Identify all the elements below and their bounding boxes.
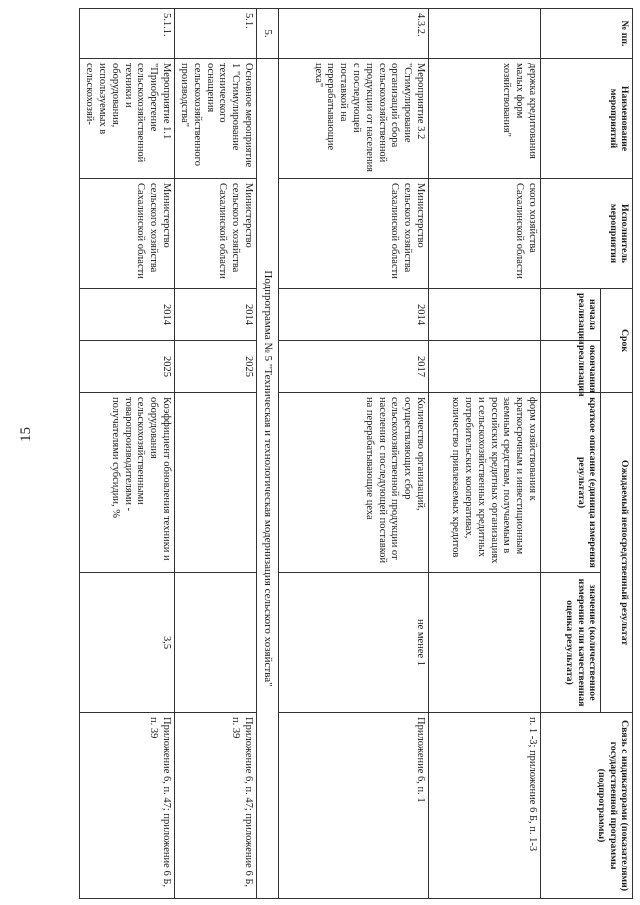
section-title: Подпрограмма № 5 "Техническая и технологическая модернизация сельского хозяйства" (257, 59, 279, 899)
cell-start (429, 289, 541, 341)
page-number: 15 (18, 427, 34, 442)
cell-name: Мероприятие 3.2 "Стимулирование организаций сбора сельскохозяйственной продукции от населения с последующей поставкой на перерабатывающие цеха" (279, 59, 429, 179)
cell-start: 2014 (279, 289, 429, 341)
header-term-start: начала реализации (541, 289, 601, 341)
cell-value (175, 573, 257, 713)
cell-end (429, 341, 541, 393)
table-row (80, 9, 175, 899)
table-row (429, 9, 541, 899)
cell-desc: Коэффициент обновления техники и оборудования сельскохозяйственными товаропроизводителями - получателями субсидии, % (80, 393, 175, 573)
cell-end: 2017 (279, 341, 429, 393)
cell-desc (175, 393, 257, 573)
header-link: Связь с индикаторами (показателями) государственной программы (подпрограммы) (541, 713, 633, 899)
cell-name: Мероприятие 1.1 "Приобретение сельскохозяйственной техники и оборудования, используемых в сельскохозяй- (80, 59, 175, 179)
cell-link: п. 1 -3; приложение 6 Б, п. 1-3 (429, 713, 541, 899)
cell-value: 3,5 (80, 573, 175, 713)
cell-end: 2025 (175, 341, 257, 393)
header-term: Срок (601, 289, 633, 393)
cell-desc: форм хозяйствования к краткосрочным и инвестиционным заемным средствам, получаемым в российских кредитных организациях и сельскохозяйственных кредитных потребительских кооперативах, количество привлекаемых кредитов (429, 393, 541, 573)
header-expected: Ожидаемый непосредственный результат (601, 393, 633, 713)
cell-value: не менее 1 (279, 573, 429, 713)
table-row (279, 9, 429, 899)
header-name: Наименование мероприятий (541, 59, 633, 179)
cell-num: 5.1. (175, 9, 257, 59)
cell-name: держка кредитования малых форм хозяйствования" (429, 59, 541, 179)
rotated-page (85, 8, 633, 898)
header-expected-desc: краткое описание (единица измерения результата) (541, 393, 601, 573)
cell-link: Приложение 6, п. 47; приложение 6 Б, п. 39 (175, 713, 257, 899)
table-row (175, 9, 257, 899)
header-executor: Исполнитель мероприятия (541, 179, 633, 289)
program-measures-table (79, 8, 633, 899)
header-expected-value: значение (количественное измерение или качественная оценка результата) (541, 573, 601, 713)
cell-link: Приложение 6, п. 1 (279, 713, 429, 899)
cell-link: Приложение 6, п. 47; приложение 6 Б, п. 39 (80, 713, 175, 899)
cell-end: 2025 (80, 341, 175, 393)
cell-executor: Министерство сельского хозяйства Сахалинской области (175, 179, 257, 289)
cell-start: 2014 (175, 289, 257, 341)
cell-name: Основное мероприятие 1 "Стимулирование технического оснащения сельскохозяйственного производства" (175, 59, 257, 179)
section-num: 5. (257, 9, 279, 59)
cell-executor: ского хозяйства Сахалинской области (429, 179, 541, 289)
cell-num: 4.3.2. (279, 9, 429, 59)
cell-executor: Министерство сельского хозяйства Сахалинской области (279, 179, 429, 289)
cell-value (429, 573, 541, 713)
cell-executor: Министерство сельского хозяйства Сахалинской области (80, 179, 175, 289)
header-num: № пп. (541, 9, 633, 59)
cell-start: 2014 (80, 289, 175, 341)
cell-num: 5.1.1. (80, 9, 175, 59)
section-row (257, 9, 279, 899)
header-term-end: окончания реализации (541, 341, 601, 393)
cell-num (429, 9, 541, 59)
cell-desc: Количество организаций, осуществляющих сбор сельскохозяйственной продукции от населения с последующей поставкой на перерабатывающие цеха (279, 393, 429, 573)
